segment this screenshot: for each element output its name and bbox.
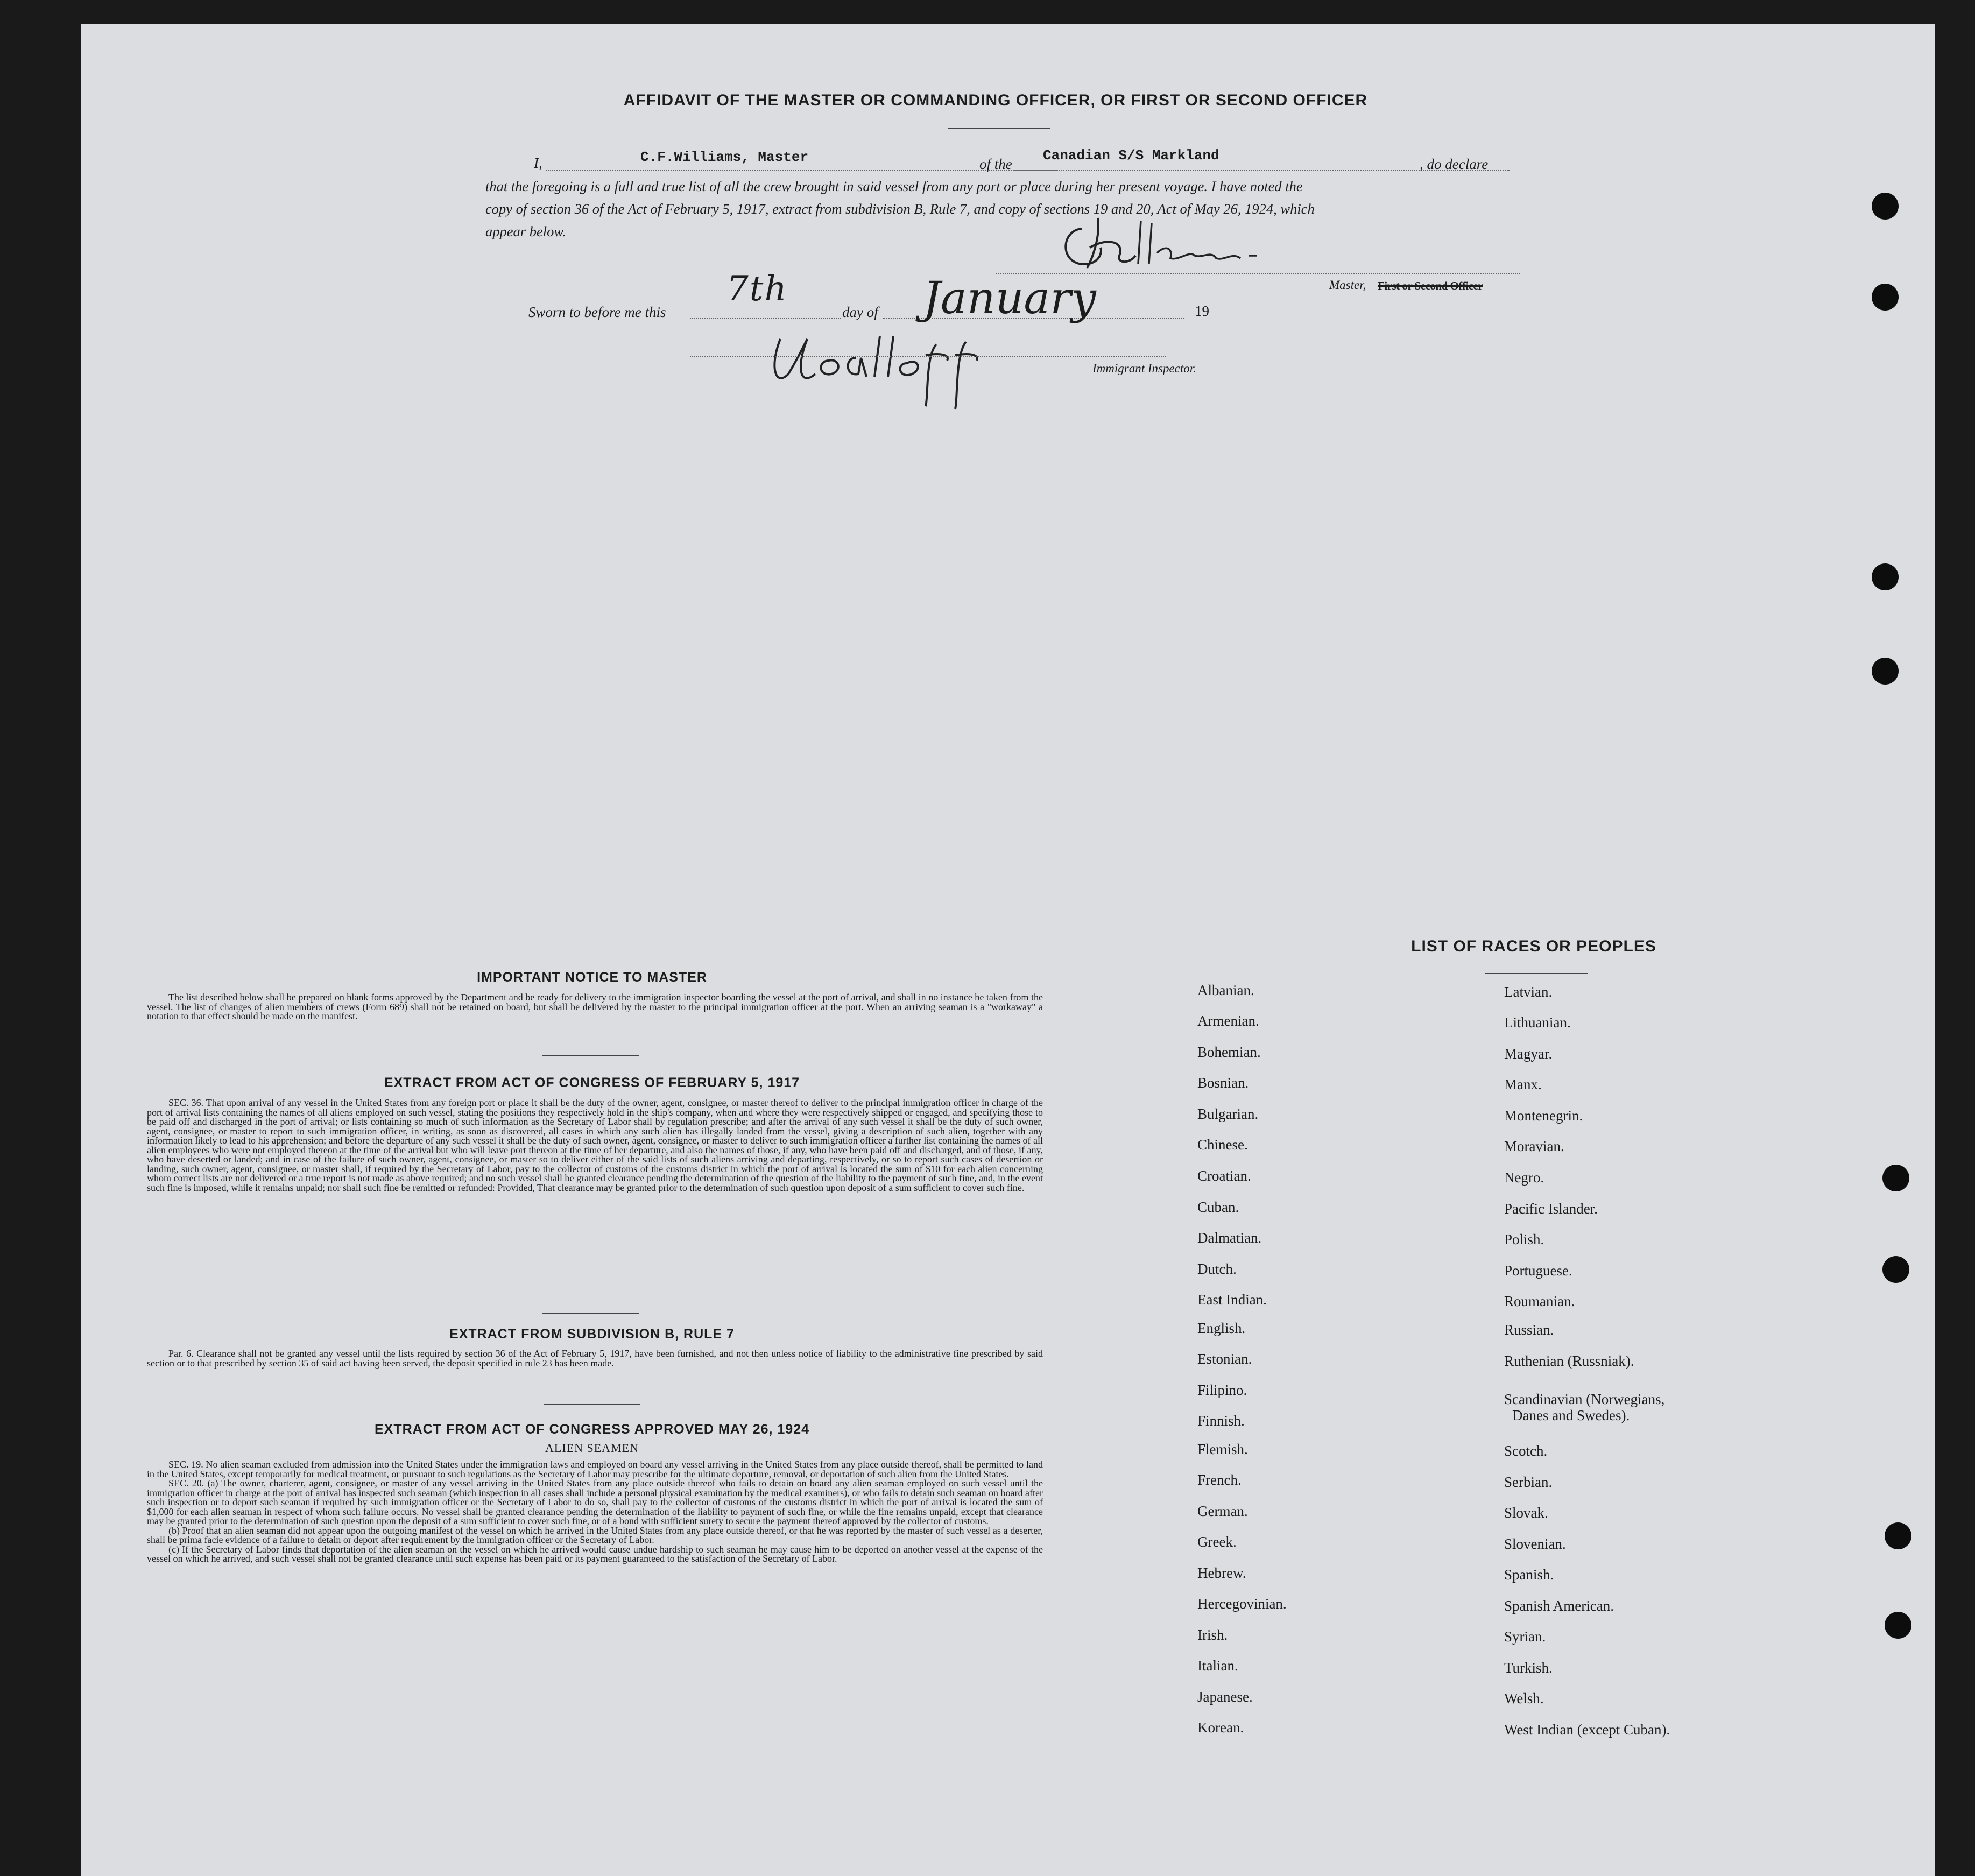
inspector-signature [764, 323, 1087, 409]
struck-officer-text: First or Second Officer [1378, 279, 1483, 292]
race-item: Polish. [1504, 1231, 1544, 1247]
races-divider [1485, 973, 1588, 974]
race-item: Finnish. [1197, 1413, 1245, 1429]
race-item: Spanish American. [1504, 1598, 1614, 1614]
race-item: Latvian. [1504, 984, 1553, 1000]
document-page [81, 24, 1935, 1876]
race-item: West Indian (except Cuban). [1504, 1722, 1670, 1738]
declaration-line-2: that the foregoing is a full and true list of all the crew brought in said vessel from any port or place during her present voyage. I have noted the [485, 178, 1303, 194]
race-item: Spanish. [1504, 1567, 1554, 1583]
race-item: Armenian. [1197, 1013, 1259, 1029]
race-item: Estonian. [1197, 1351, 1252, 1367]
race-item: German. [1197, 1503, 1248, 1519]
sworn-label: Sworn to before me this [528, 304, 666, 320]
race-item: Japanese. [1197, 1689, 1253, 1705]
race-item: Albanian. [1197, 982, 1254, 998]
race-item: Montenegrin. [1504, 1108, 1583, 1124]
section-20b-text: (b) Proof that an alien seaman did not appear upon the outgoing manifest of the vessel on which he arrived in the United States from any place outside thereof, or that he was reported by the master of such vessel as a deserter, shall be prima facie evidence of a failure to detain or deport after requirement by the immigration officer or the Secretary of Labor. [147, 1525, 1043, 1545]
race-item: Serbian. [1504, 1474, 1553, 1490]
punch-hole [1872, 284, 1899, 311]
race-item: Korean. [1197, 1719, 1244, 1736]
notice-body [147, 993, 1043, 1021]
section-divider [542, 1055, 639, 1056]
punch-hole [1882, 1256, 1909, 1283]
race-item: East Indian. [1197, 1292, 1267, 1308]
of-the-label: of the [979, 156, 1012, 172]
race-item: Hebrew. [1197, 1565, 1246, 1581]
race-item: Moravian. [1504, 1138, 1564, 1154]
races-title: LIST OF RACES OR PEOPLES [1411, 937, 1656, 955]
extract-1924-title: EXTRACT FROM ACT OF CONGRESS APPROVED MAY 26, 1924 [374, 1422, 810, 1437]
race-item: French. [1197, 1472, 1242, 1488]
title-divider [948, 128, 1050, 129]
inspector-label: Immigrant Inspector. [1092, 362, 1196, 375]
race-item: Danes and Swedes). [1512, 1407, 1630, 1423]
rule7-body [147, 1349, 1043, 1368]
master-signature [1049, 204, 1329, 280]
punch-hole [1872, 563, 1899, 590]
race-item: Turkish. [1504, 1660, 1553, 1676]
year-prefix: 19 [1195, 303, 1209, 319]
alien-seamen-subtitle: ALIEN SEAMEN [545, 1441, 639, 1455]
race-item: Irish. [1197, 1627, 1228, 1643]
race-item: Magyar. [1504, 1046, 1553, 1062]
punch-hole [1885, 1612, 1911, 1639]
race-item: Portuguese. [1504, 1263, 1572, 1279]
i-label: I, [534, 155, 542, 171]
section-19-text: SEC. 19. No alien seaman excluded from admission into the United States under the immigration laws and employed on board any vessel arriving in the United States from any place outside thereof, shall be permitted to land in the United States, except temporarily for medical treatment, or pursuant to such regulations as the Secretary of Labor may prescribe for the ultimate departure, removal, or deportation of such alien from the United States. [147, 1459, 1043, 1479]
race-item: Dalmatian. [1197, 1230, 1262, 1246]
race-item: Croatian. [1197, 1168, 1251, 1184]
race-item: English. [1197, 1320, 1246, 1336]
race-item: Flemish. [1197, 1441, 1248, 1457]
day-of-label: day of [842, 304, 878, 320]
race-item: Bosnian. [1197, 1075, 1249, 1091]
section-36-text: SEC. 36. That upon arrival of any vessel in the United States from any foreign port or place it shall be the duty of the owner, agent, consignee, or master thereof to deliver to the principal immigration officer in charge of the port of arrival lists containing the names of all aliens employed on such vessel, stating the positions they respectively hold in the ship's company, when and where they were respectively shipped or engaged, and specifying those to be paid off and discharged in the port of arrival; or lists containing so much of such information as the Secretary of Labor shall by regulation prescribe; and after the arrival of any such vessel it shall be the duty of such owner, agent, consignee, or master to report to such immigration officer, in writing, as soon as discovered, all cases in which any such alien has illegally landed from the vessel, giving a description of such alien, together with any information likely to lead to his apprehension; and before the departure of any such vessel it shall be the duty of such owner, agent, consignee, or master to deliver to such immigration officer a further list containing the names of all alien employees who were not employed thereon at the time of the arrival but who will leave port thereon at the time of her departure, and also the names of those, if any, who have been paid off and discharged, and of those, if any, who have deserted or landed; and in case of the failure of such owner, agent, consignee, or master so to deliver either of the said lists of such aliens arriving and departing, respectively, or so to report such cases of desertion or landing, such owner, agent, consignee, or master shall, if required by the Secretary of Labor, pay to the collector of customs of the customs district in which the port of arrival is located the sum of $10 for each alien concerning whom correct lists are not delivered or a true report is not made as above required; and no such vessel shall be granted clearance pending the determination of the question of the liability to the payment of such fine, and, in the event such fine is imposed, while it remains unpaid; nor shall such fine be remitted or refunded: Provided, That clearance may be granted prior to the determination of such question upon deposit of a sum sufficient to cover such fine. [147, 1097, 1043, 1193]
punch-hole [1872, 193, 1899, 220]
race-item: Bohemian. [1197, 1044, 1261, 1060]
month-value: January [923, 273, 1096, 324]
race-item: Filipino. [1197, 1382, 1247, 1398]
master-label: Master, [1329, 278, 1366, 292]
race-item: Lithuanian. [1504, 1014, 1571, 1031]
race-item: Slovak. [1504, 1505, 1548, 1521]
section-20c-text: (c) If the Secretary of Labor finds that deportation of the alien seaman on the vessel on which he arrived would cause undue hardship to such seaman he may cause him to be deported on another vessel at the expense of the vessel on which he arrived, and such vessel shall not be granted clearance until such expense has been paid or its payment guaranteed to the satisfaction of the Secretary of Labor. [147, 1543, 1043, 1564]
do-declare-label: , do declare [1420, 156, 1489, 172]
punch-hole [1872, 658, 1899, 685]
notice-paragraph: The list described below shall be prepared on blank forms approved by the Department and be ready for delivery to the immigration inspector boarding the vessel at the port of arrival, and shall in no instance be taken from the vessel. The list of changes of alien members of crews (Form 689) shall not be retained on board, but shall be delivered by the master to the principal immigration officer at the port. When an arriving seaman is a "workaway" a notation to that effect should be made on the manifest. [147, 992, 1043, 1021]
extract-1917-body [147, 1098, 1043, 1193]
race-item: Hercegovinian. [1197, 1596, 1287, 1612]
punch-hole [1882, 1165, 1909, 1191]
race-item: Russian. [1504, 1322, 1554, 1338]
section-divider [542, 1313, 639, 1314]
race-item: Ruthenian (Russniak). [1504, 1353, 1634, 1369]
punch-hole [1885, 1522, 1911, 1549]
declaration-line-4: appear below. [485, 223, 566, 239]
day-blank [690, 318, 841, 319]
race-item: Italian. [1197, 1658, 1238, 1674]
inspector-signature-line [690, 356, 1166, 357]
race-item: Scandinavian (Norwegians, [1504, 1391, 1665, 1407]
race-item: Negro. [1504, 1169, 1544, 1186]
race-item: Pacific Islander. [1504, 1201, 1598, 1217]
race-item: Greek. [1197, 1534, 1237, 1550]
race-item: Cuban. [1197, 1199, 1239, 1215]
declaration-line-3: copy of section 36 of the Act of February 5, 1917, extract from subdivision B, Rule 7, and copy of sections 19 and 20, Act of May 26, 1924, which [485, 201, 1315, 217]
rule7-title: EXTRACT FROM SUBDIVISION B, RULE 7 [449, 1327, 735, 1342]
race-item: Slovenian. [1504, 1536, 1566, 1552]
race-item: Bulgarian. [1197, 1106, 1259, 1122]
race-item: Dutch. [1197, 1261, 1237, 1277]
master-name-field: C.F.Williams, Master [640, 149, 809, 165]
race-item: Scotch. [1504, 1443, 1548, 1459]
race-item: Manx. [1504, 1076, 1542, 1092]
extract-1917-title: EXTRACT FROM ACT OF CONGRESS OF FEBRUARY 5, 1917 [384, 1075, 800, 1090]
section-20a-text: SEC. 20. (a) The owner, charterer, agent, consignee, or master of any vessel arriving in the United States from any place outside thereof who fails to detain on board any alien seaman employed on such vessel until the immigration officer in charge at the port of arrival has inspected such seaman (which inspection in all cases shall include a personal physical examination by the medical examiners), or who fails to detain such seaman on board after such inspection or to deport such seaman if required by such immigration officer or the Secretary of Labor to do so, shall pay to the collector of customs of the customs district in which the port of arrival is located the sum of $1,000 for each alien seaman in respect of whom such failure occurs. No vessel shall be granted clearance pending the determination of the liability to payment of such fine, or while the fine remains unpaid, except that clearance may be granted prior to the determination of such question upon the deposit of a sum sufficient to cover such fine, or of a bond with sufficient surety to secure the payment thereof approved by the collector of customs. [147, 1478, 1043, 1526]
race-item: Chinese. [1197, 1137, 1248, 1153]
race-item: Syrian. [1504, 1628, 1546, 1645]
extract-1924-body [147, 1460, 1043, 1564]
par-6-text: Par. 6. Clearance shall not be granted any vessel until the lists required by section 36 of the Act of February 5, 1917, have been furnished, and not then unless notice of liability to the administrative fine prescribed by said section or to that prescribed by section 35 of said act having been served, the deposit specified in rule 23 has been made. [147, 1348, 1043, 1369]
race-item: Roumanian. [1504, 1293, 1575, 1309]
vessel-name-field: Canadian S/S Markland [1043, 147, 1219, 164]
section-divider [544, 1404, 640, 1405]
notice-title: IMPORTANT NOTICE TO MASTER [477, 970, 707, 985]
day-value: 7th [726, 269, 788, 309]
affidavit-title: AFFIDAVIT OF THE MASTER OR COMMANDING OFFICER, OR FIRST OR SECOND OFFICER [623, 91, 1368, 109]
race-item: Welsh. [1504, 1690, 1544, 1706]
